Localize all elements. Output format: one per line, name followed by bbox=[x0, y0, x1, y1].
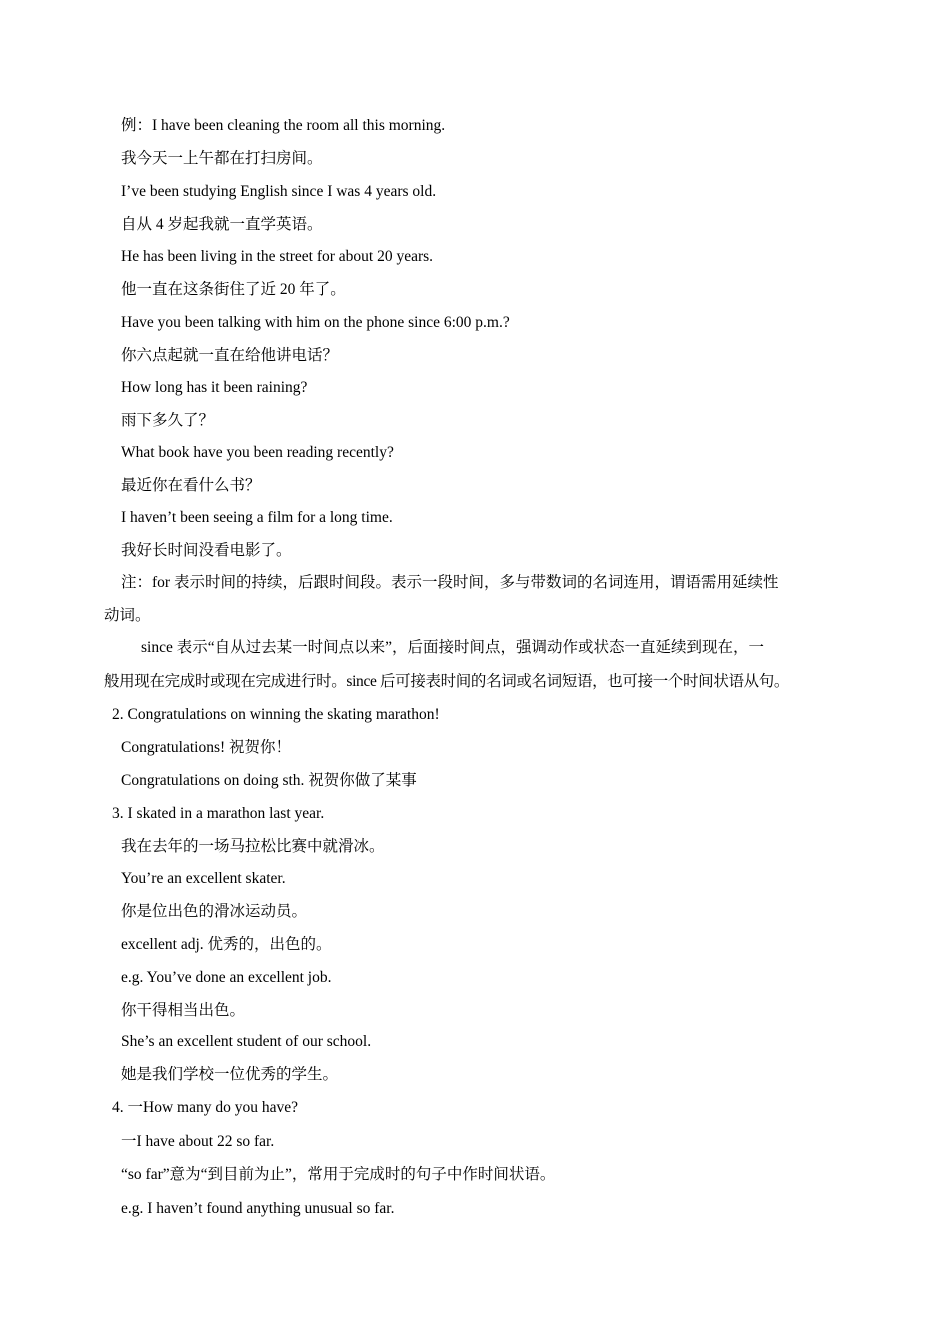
note-since-line-1: since 表示“自从过去某一时间点以来”，后面接时间点，强调动作或状态一直延续到现在，一 bbox=[141, 639, 764, 656]
point-2-line-1: Congratulations! 祝贺你！ bbox=[121, 739, 292, 756]
example-1-english: 例：I have been cleaning the room all this morning. bbox=[121, 117, 446, 134]
example-excellent-1-chinese: 你干得相当出色。 bbox=[121, 1002, 246, 1019]
note-for-line-1: 注：for 表示时间的持续，后跟时间段。表示一段时间，多与带数词的名词连用，谓语需用延续性 bbox=[121, 574, 779, 591]
example-2-chinese: 自从 4 岁起我就一直学英语。 bbox=[121, 216, 323, 233]
note-for-line-2: 动词。 bbox=[104, 607, 151, 624]
example-4-english: Have you been talking with him on the phone since 6:00 p.m.? bbox=[121, 314, 510, 331]
example-3-english: He has been living in the street for about 20 years. bbox=[121, 248, 434, 265]
example-2-english: I’ve been studying English since I was 4 years old. bbox=[121, 183, 437, 200]
point-2-heading: 2. Congratulations on winning the skating marathon! bbox=[112, 706, 440, 723]
example-so-far: e.g. I haven’t found anything unusual so far. bbox=[121, 1200, 395, 1217]
example-6-chinese: 最近你在看什么书？ bbox=[121, 477, 261, 494]
point-4-heading: 4. 一How many do you have? bbox=[112, 1099, 298, 1116]
example-excellent-2-chinese: 她是我们学校一位优秀的学生。 bbox=[121, 1066, 339, 1083]
example-6-english: What book have you been reading recently? bbox=[121, 444, 394, 461]
point-4-reply: 一I have about 22 so far. bbox=[121, 1133, 275, 1150]
example-7-chinese: 我好长时间没看电影了。 bbox=[121, 542, 292, 559]
example-4-chinese: 你六点起就一直在给他讲电话？ bbox=[121, 347, 339, 364]
point-3-chinese-1: 我在去年的一场马拉松比赛中就滑冰。 bbox=[121, 838, 385, 855]
example-excellent-1-english: e.g. You’ve done an excellent job. bbox=[121, 969, 332, 986]
note-since-line-2: 般用现在完成时或现在完成进行时。since 后可接表时间的名词或名词短语，也可接一个时间状语从句。 bbox=[104, 673, 790, 690]
note-so-far: “so far”意为“到目前为止”，常用于完成时的句子中作时间状语。 bbox=[121, 1166, 556, 1183]
example-excellent-2-english: She’s an excellent student of our school. bbox=[121, 1033, 372, 1050]
example-5-chinese: 雨下多久了？ bbox=[121, 412, 215, 429]
example-5-english: How long has it been raining? bbox=[121, 379, 308, 396]
point-3-english-2: You’re an excellent skater. bbox=[121, 870, 286, 887]
point-2-line-2: Congratulations on doing sth. 祝贺你做了某事 bbox=[121, 772, 417, 789]
point-3-chinese-2: 你是位出色的滑冰运动员。 bbox=[121, 903, 308, 920]
vocab-excellent: excellent adj. 优秀的，出色的。 bbox=[121, 936, 332, 953]
example-7-english: I haven’t been seeing a film for a long time. bbox=[121, 509, 393, 526]
point-3-heading: 3. I skated in a marathon last year. bbox=[112, 805, 325, 822]
example-1-chinese: 我今天一上午都在打扫房间。 bbox=[121, 150, 323, 167]
example-3-chinese: 他一直在这条街住了近 20 年了。 bbox=[121, 281, 346, 298]
